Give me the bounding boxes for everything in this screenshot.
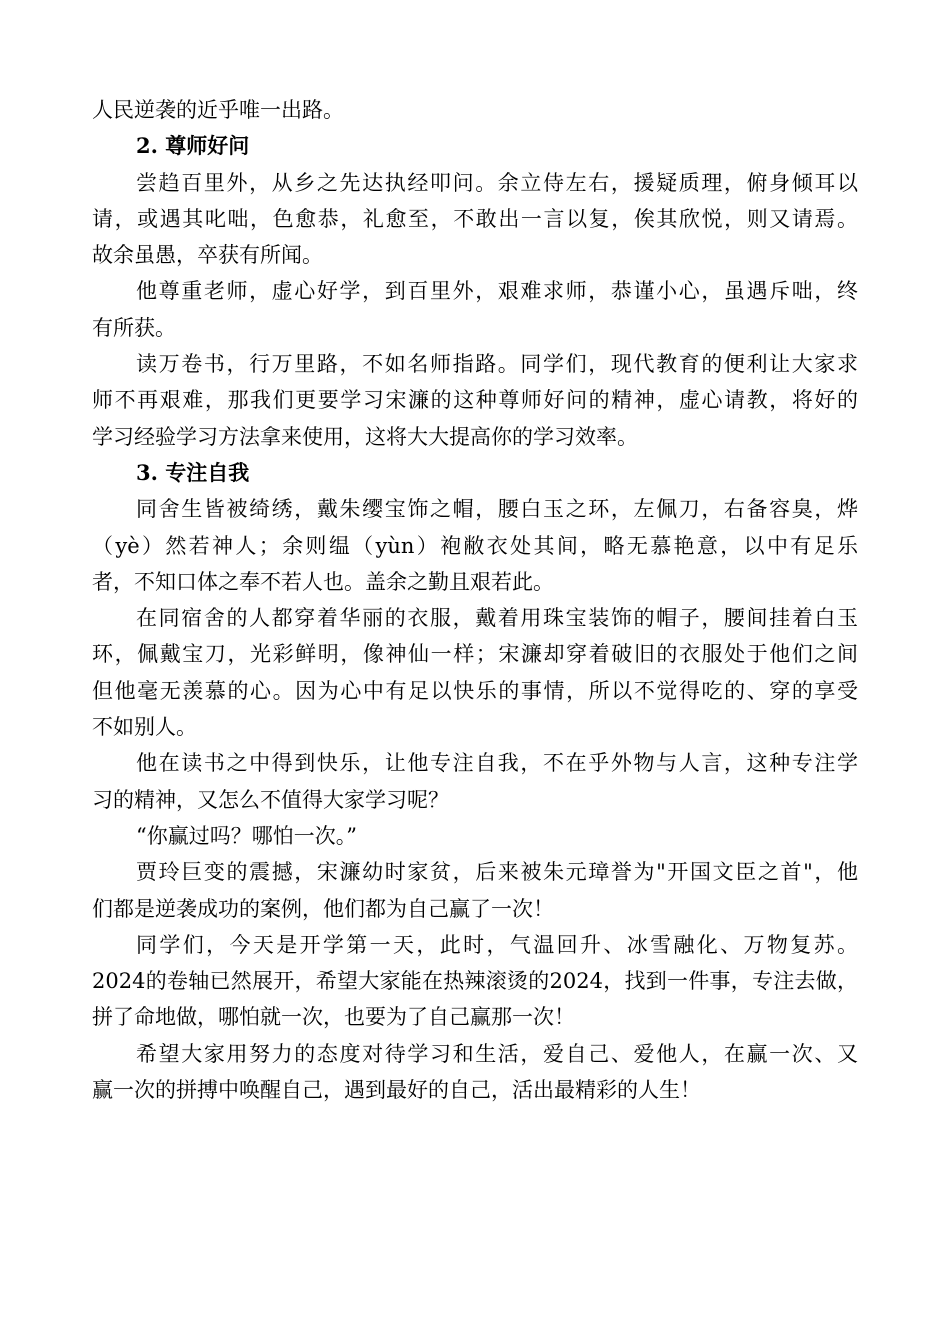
text-line: 师不再艰难，那我们更要学习宋濂的这种尊师好问的精神，虚心请教，将好的: [92, 388, 858, 413]
text-line: （yè）然若神人；余则缊（yùn）袍敝衣处其间，略无慕艳意，以中有足乐: [92, 533, 858, 558]
text-line: 尝趋百里外，从乡之先达执经叩问。余立侍左右，援疑质理，俯身倾耳以: [136, 170, 858, 195]
text-line: 贾玲巨变的震撼，宋濂幼时家贫，后来被朱元璋誉为"开国文臣之首"，他: [136, 860, 858, 885]
text-line: 请，或遇其叱咄，色愈恭，礼愈至，不敢出一言以复，俟其欣悦，则又请焉。: [92, 206, 858, 231]
text-line: 他尊重老师，虚心好学，到百里外，艰难求师，恭谨小心，虽遇斥咄，终: [136, 279, 858, 304]
text-line: 环，佩戴宝刀，光彩鲜明，像神仙一样；宋濂却穿着破旧的衣服处于他们之间: [92, 642, 858, 667]
text-line: 2024的卷轴已然展开，希望大家能在热辣滚烫的2024，找到一件事，专注去做，: [92, 969, 858, 994]
text-line: “你赢过吗？哪怕一次。”: [136, 823, 357, 848]
text-line: 同学们，今天是开学第一天，此时，气温回升、冰雪融化、万物复苏。: [136, 932, 858, 957]
text-line: 学习经验学习方法拿来使用，这将大大提高你的学习效率。: [92, 424, 638, 449]
text-line: 有所获。: [92, 315, 176, 340]
text-line: 他在读书之中得到快乐，让他专注自我，不在乎外物与人言，这种专注学: [136, 751, 858, 776]
text-line: 赢一次的拼搏中唤醒自己，遇到最好的自己，活出最精彩的人生！: [92, 1078, 701, 1103]
section-heading: 2. 尊师好问: [136, 133, 250, 159]
text-line: 读万卷书，行万里路，不如名师指路。同学们，现代教育的便利让大家求: [136, 352, 858, 377]
text-line: 拼了命地做，哪怕就一次，也要为了自己赢那一次！: [92, 1005, 575, 1030]
text-line: 不如别人。: [92, 715, 197, 740]
text-line: 们都是逆袭成功的案例，他们都为自己赢了一次！: [92, 896, 554, 921]
text-line: 故余虽愚，卒获有所闻。: [92, 243, 323, 268]
text-line: 者，不知口体之奉不若人也。盖余之勤且艰若此。: [92, 569, 554, 594]
text-line: 但他毫无羡慕的心。因为心中有足以快乐的事情，所以不觉得吃的、穿的享受: [92, 678, 858, 703]
text-line: 人民逆袭的近乎唯一出路。: [92, 98, 344, 122]
text-line: 希望大家用努力的态度对待学习和生活，爱自己、爱他人，在赢一次、又: [136, 1041, 858, 1066]
document-page: [92, 92, 858, 1108]
section-heading: 3. 专注自我: [136, 459, 250, 485]
text-line: 同舍生皆被绮绣，戴朱缨宝饰之帽，腰白玉之环，左佩刀，右备容臭，烨: [136, 497, 858, 522]
text-line: 习的精神，又怎么不值得大家学习呢？: [92, 787, 449, 812]
text-line: 在同宿舍的人都穿着华丽的衣服，戴着用珠宝装饰的帽子，腰间挂着白玉: [136, 606, 858, 631]
